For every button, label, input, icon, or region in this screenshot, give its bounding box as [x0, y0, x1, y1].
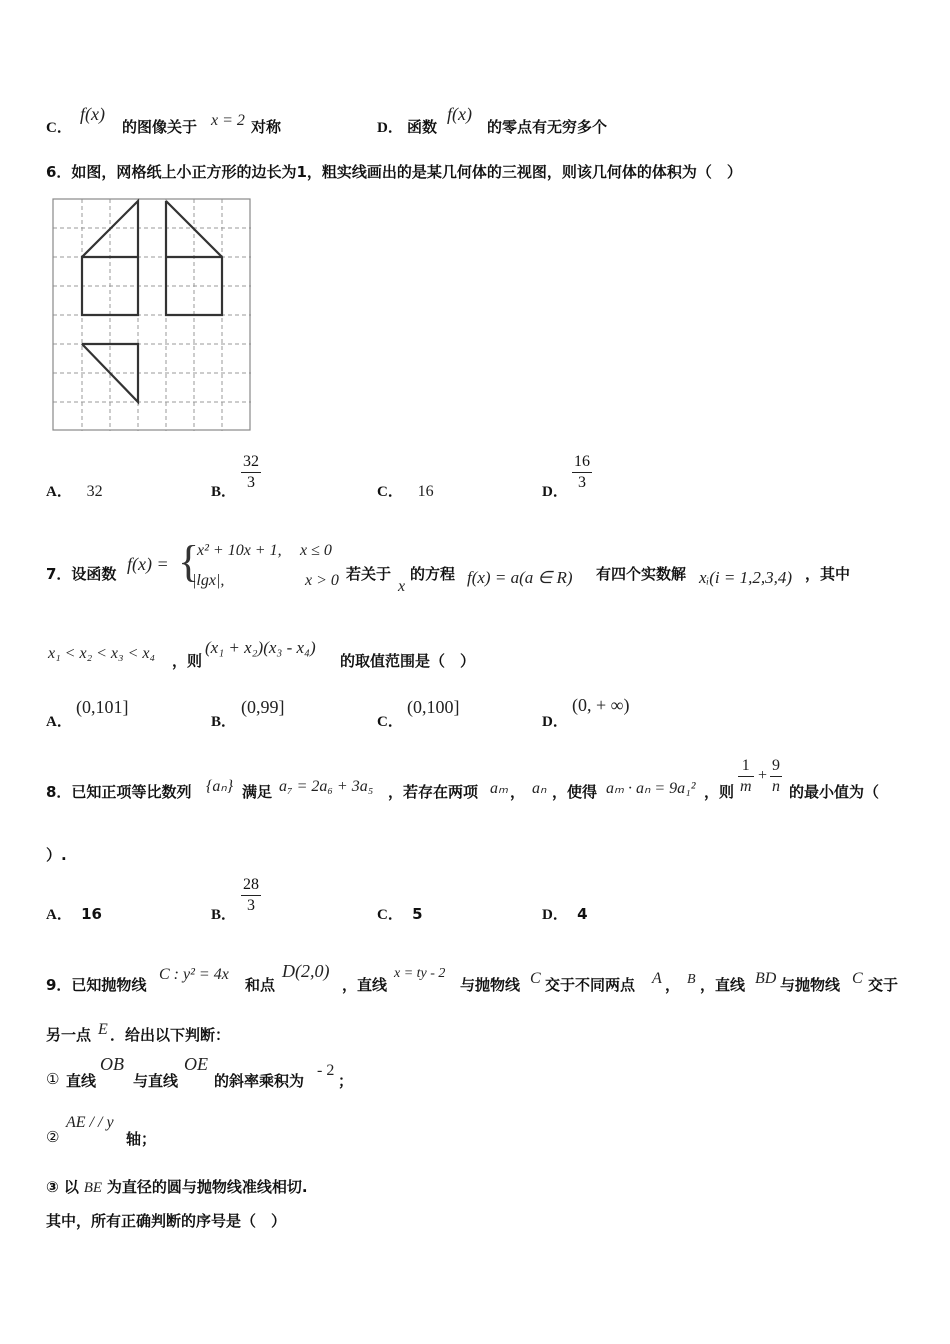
q8-frac1-den: m [740, 778, 752, 795]
q8-cond: a₇ = 2a₆ + 3a₅ [279, 778, 374, 795]
q6-option-d-den: 3 [578, 474, 586, 491]
q8-option-a-value: 16 [81, 905, 102, 923]
q7-piece2: |lgx|, [192, 572, 225, 589]
q8-frac1 [738, 756, 754, 797]
q8-frac1-num: 1 [738, 756, 754, 777]
q6-option-d-label: D． [542, 484, 568, 500]
q7-option-c-value: (0,100] [407, 697, 460, 717]
q6-option-d-fraction [572, 452, 592, 493]
q7-expr: (x₁ + x₂)(x₃ - x₄) [205, 638, 316, 657]
q8-frac2-num: 9 [770, 756, 782, 777]
q9-j2-math: AE / / y [66, 1114, 114, 1131]
q5-option-d-label: D． [377, 120, 403, 136]
q6-option-b-den: 3 [247, 474, 255, 491]
q5-option-d-text1: 函数 [407, 118, 438, 136]
q8-option-d-label: D． [542, 907, 568, 923]
q9-j1-text-a: 直线 [66, 1072, 97, 1090]
q8-comma: ， [510, 783, 526, 801]
three-view-figure [52, 198, 252, 432]
q8-text3: ，使得 [552, 783, 598, 801]
q7-option-a-label: A． [46, 714, 72, 730]
q6-stem: 6．如图，网格纸上小正方形的边长为1，粗实线画出的是某几何体的三视图，则该几何体的体积为（ ） [46, 163, 742, 181]
q9-j1-value: - 2 [317, 1062, 335, 1079]
q7-num: 7．设函数 [46, 565, 117, 583]
q8-stem1: 8．已知正项等比数列 [46, 783, 192, 801]
q7-order: x₁ < x₂ < x₃ < x₄ [48, 645, 156, 662]
q7-text3: 有四个实数解 [596, 565, 687, 583]
q9-j3-be: BE [83, 1180, 103, 1196]
q9-text2: ，直线 [342, 976, 388, 994]
q5-option-c-math: f(x) [80, 104, 105, 124]
q9-line: x = ty - 2 [394, 966, 446, 981]
q6-option-b-num: 32 [241, 452, 261, 473]
q6-option-c-value: 16 [417, 483, 434, 500]
q8-option-c-value: 5 [412, 905, 423, 923]
q8-frac2 [770, 756, 782, 797]
q7-var-x: x [398, 578, 406, 595]
q8-option-b-num: 28 [241, 875, 261, 896]
q7-piece1: x² + 10x + 1, [197, 542, 282, 559]
q7-fx: f(x) = [127, 554, 169, 574]
q9-stem1: 9．已知抛物线 [46, 976, 147, 994]
q7-option-c-label: C． [377, 714, 403, 730]
q8-text4: ，则 [704, 783, 735, 801]
q9-j1-text-b: 与直线 [133, 1072, 179, 1090]
q7-option-b-value: (0,99] [241, 697, 285, 717]
q7-brace: { [178, 537, 200, 586]
q8-frac2-den: n [772, 778, 780, 795]
q9-point-d: D(2,0) [282, 961, 330, 981]
q9-judgement-3 [46, 1176, 308, 1197]
q8-option-a-label: A． [46, 907, 72, 923]
q9-parabola: C : y² = 4x [159, 966, 229, 983]
q6-option-c [377, 480, 434, 501]
q6-option-b-fraction [241, 452, 261, 493]
q9-j2-text: 轴； [126, 1130, 157, 1148]
q6-option-a-label: A． [46, 484, 72, 500]
q7-text4: ，其中 [805, 565, 851, 583]
q7-option-b-label: B． [211, 714, 237, 730]
q8-am: aₘ [490, 780, 508, 797]
q7-solutions: xᵢ(i = 1,2,3,4) [699, 568, 793, 587]
q8-prod: aₘ · aₙ = 9a₁² [606, 780, 696, 797]
q9-text4: 交于不同两点 [545, 976, 636, 994]
q9-j1-text-c: 的斜率乘积为 [214, 1072, 305, 1090]
q8-an: aₙ [532, 780, 547, 797]
q9-final: 其中，所有正确判断的序号是（ ） [46, 1212, 287, 1230]
q6-option-b-label: B． [211, 484, 237, 500]
q9-j1-ob: OB [100, 1054, 124, 1074]
q9-text3: 与抛物线 [460, 976, 521, 994]
q9-j2-mark: ② [46, 1128, 60, 1146]
q9-e: E [98, 1021, 108, 1038]
q6-option-c-label: C． [377, 484, 403, 500]
q9-text6: 与抛物线 [780, 976, 841, 994]
q9-bd: BD [755, 970, 777, 987]
q7-text1: 若关于 [346, 565, 392, 583]
q8-text5: 的最小值为（ [789, 783, 880, 801]
q9-j3-mark: ③ 以 [46, 1178, 79, 1196]
q6-option-a [46, 480, 103, 501]
q5-option-c-text2: 对称 [251, 118, 282, 136]
q8-option-b-label: B． [211, 907, 237, 923]
q9-text1: 和点 [245, 976, 276, 994]
q7-option-d-label: D． [542, 714, 568, 730]
q9-text5: ，直线 [700, 976, 746, 994]
q5-option-c-text1: 的图像关于 [122, 118, 198, 136]
q9-line2b: ．给出以下判断： [110, 1026, 231, 1044]
q8-option-c [377, 903, 423, 924]
q5-option-c-label: C． [46, 120, 72, 136]
q8-seq: {aₙ} [206, 778, 234, 795]
q5-option-c-math2: x = 2 [211, 112, 245, 129]
q8-option-d [542, 903, 588, 924]
q8-text1: 满足 [242, 783, 273, 801]
q9-text7: 交于 [868, 976, 899, 994]
q8-option-d-value: 4 [577, 905, 588, 923]
q7-cond1: x ≤ 0 [300, 542, 332, 559]
q6-option-d-num: 16 [572, 452, 592, 473]
q9-b: B [687, 972, 696, 987]
q8-text2: ，若存在两项 [388, 783, 479, 801]
q7-option-a-value: (0,101] [76, 697, 129, 717]
q5-option-d-math: f(x) [447, 104, 472, 124]
q6-option-a-value: 32 [86, 483, 103, 500]
q9-c2: C [852, 970, 863, 987]
q9-c1: C [530, 970, 541, 987]
q9-comma1: ， [665, 976, 681, 994]
q7-text5: ，则 [172, 652, 203, 670]
q8-option-a [46, 903, 102, 924]
q7-option-d-value: (0, + ∞) [572, 695, 630, 715]
q5-option-d-text2: 的零点有无穷多个 [487, 118, 608, 136]
q9-j1-oe: OE [184, 1054, 208, 1074]
q8-plus: + [758, 767, 768, 784]
q9-j1-mark: ① [46, 1070, 60, 1088]
q8-text6: ）. [46, 846, 67, 864]
q8-option-b-fraction [241, 875, 261, 916]
q9-j1-text-d: ； [338, 1072, 354, 1090]
q9-a: A [652, 970, 662, 987]
q9-line2a: 另一点 [46, 1026, 92, 1044]
q7-equation: f(x) = a(a ∈ R) [467, 568, 573, 587]
q7-text2: 的方程 [410, 565, 456, 583]
q7-text6: 的取值范围是（ ） [340, 652, 476, 670]
q7-cond2: x > 0 [305, 572, 339, 589]
q9-j3-text: 为直径的圆与抛物线准线相切. [106, 1178, 308, 1196]
q8-option-b-den: 3 [247, 897, 255, 914]
q8-option-c-label: C． [377, 907, 403, 923]
